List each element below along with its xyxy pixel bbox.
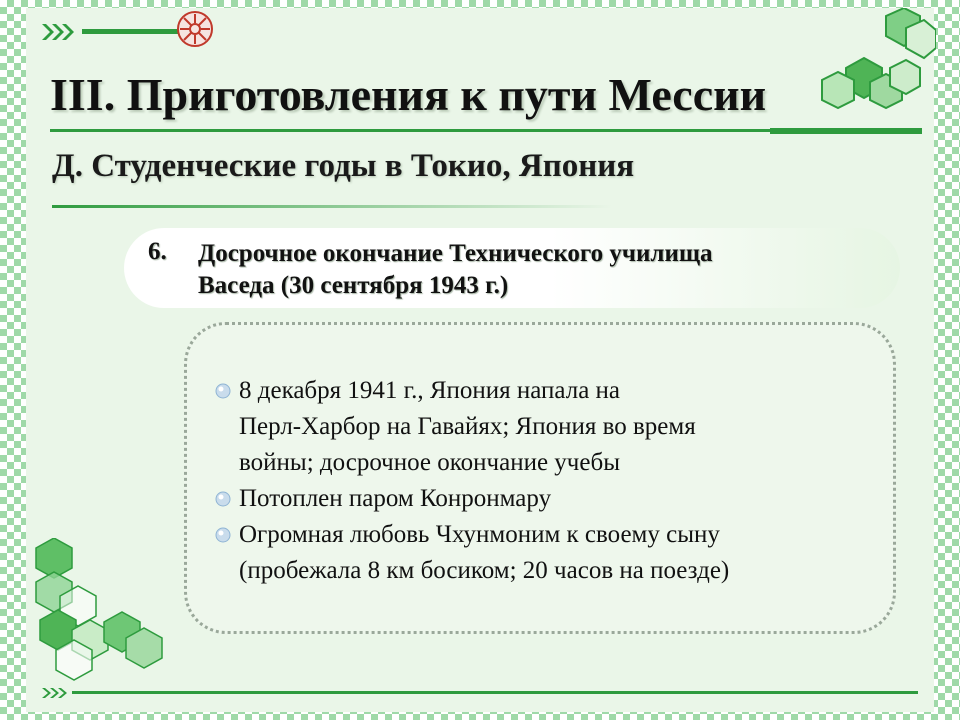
heading-text — [198, 238, 878, 302]
logo-emblem-icon — [176, 10, 214, 48]
slide-subtitle: Д. Студенческие годы в Токио, Япония — [52, 148, 635, 184]
heading-number: 6. — [148, 238, 167, 265]
bullet-dot-icon — [215, 527, 231, 543]
bullet-list — [213, 373, 873, 589]
bullet-line: Огромная любовь Чхунмоним к своему сыну — [239, 521, 720, 548]
bullet-line: Потоплен паром Конронмару — [239, 485, 552, 512]
bullet-item — [213, 481, 873, 517]
bullet-line: Перл-Харбор на Гавайях; Япония во время — [239, 413, 696, 440]
hexagon-cluster-icon — [786, 8, 936, 128]
title-underline — [50, 128, 922, 134]
section-heading — [124, 228, 900, 308]
heading-line-2: Васеда (30 сентября 1943 г.) — [198, 272, 509, 299]
subtitle-underline — [52, 204, 612, 210]
bullet-line: (пробежала 8 км босиком; 20 часов на поезде) — [239, 557, 730, 584]
bullet-item — [213, 517, 873, 589]
bullet-dot-icon — [215, 491, 231, 507]
hexagon-cluster-icon — [26, 538, 196, 688]
double-chevron-icon — [42, 688, 918, 698]
content-box — [184, 322, 896, 634]
slide-title: III. Приготовления к пути Мессии — [50, 69, 767, 120]
bullet-dot-icon — [215, 383, 231, 399]
bullet-item — [213, 373, 873, 481]
heading-line-1: Досрочное окончание Технического училища — [198, 240, 713, 267]
slide — [26, 8, 934, 712]
bullet-line: 8 декабря 1941 г., Япония напала на — [239, 377, 621, 404]
bullet-line: войны; досрочное окончание учебы — [239, 449, 620, 476]
